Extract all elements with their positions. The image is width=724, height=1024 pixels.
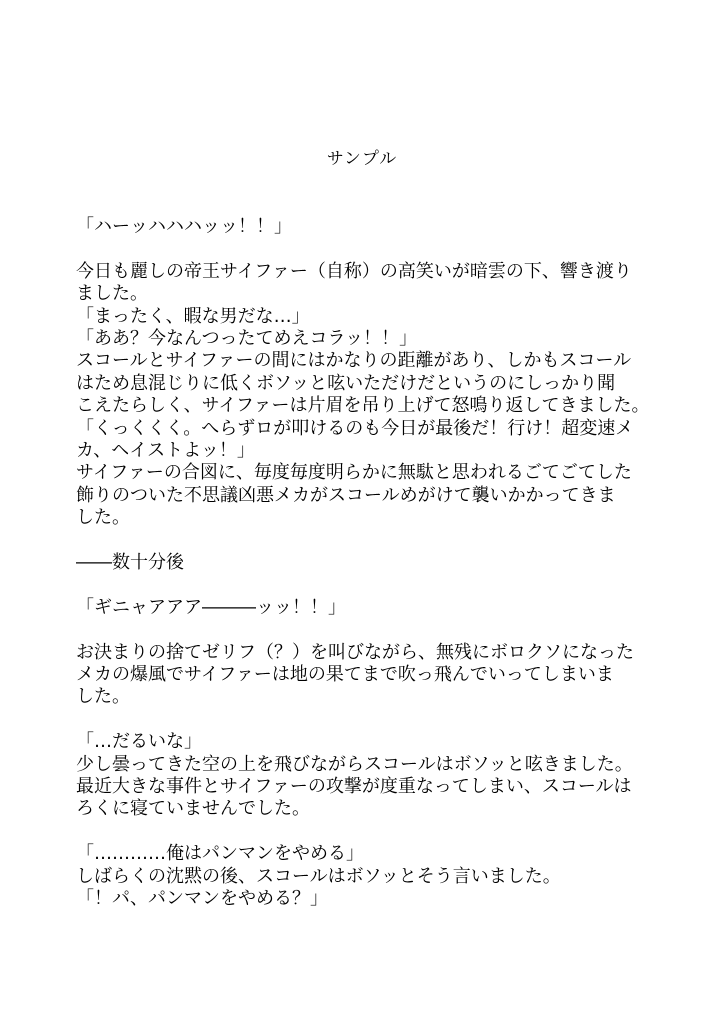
text-line: した。	[76, 507, 130, 529]
text-line: 「！パ、パンマンをやめる？」	[76, 888, 328, 910]
text-line: カ、ヘイストよッ！」	[76, 440, 255, 462]
text-line: した。	[76, 686, 130, 708]
text-line: ろくに寝ていませんでした。	[76, 798, 310, 820]
story-text	[76, 216, 656, 911]
text-line: 少し曇ってきた空の上を飛びながらスコールはボソッと呟きました。	[76, 753, 633, 775]
blank-line	[76, 574, 656, 596]
text-line: 「…だるいな」	[76, 731, 202, 753]
text-line: メカの爆風でサイファーは地の果てまで吹っ飛んでいってしまいま	[76, 664, 614, 686]
text-line: 「ギニャアアア―――ッッ！！」	[76, 596, 346, 618]
text-line: スコールとサイファーの間にはかなりの距離があり、しかもスコール	[76, 350, 632, 372]
text-line: 「ハーッハハハッッ！！」	[76, 216, 292, 237]
text-line: はため息混じりに低くボソッと呟いただけだというのにしっかり聞	[76, 372, 616, 394]
text-line: こえたらしく、サイファーは片眉を吊り上げて怒鳴り返してきました。	[76, 395, 650, 417]
text-line: お決まりの捨てゼリフ（？）を叫びながら、無残にボロクソになった	[76, 641, 634, 663]
blank-line	[76, 709, 656, 731]
text-line: サイファーの合図に、毎度毎度明らかに無駄と思われるごてごてした	[76, 462, 632, 484]
text-line: 「まったく、暇な男だな…」	[76, 305, 310, 327]
text-line: 「くっくくく。へらずロが叩けるのも今日が最後だ！行け！超変速メ	[76, 417, 634, 439]
page-title: サンプル	[326, 149, 398, 169]
text-line: ――数十分後	[76, 552, 184, 574]
blank-line	[76, 619, 656, 641]
text-line: ました。	[76, 283, 148, 305]
blank-line	[76, 530, 656, 552]
blank-line	[76, 821, 656, 843]
text-line: 最近大きな事件とサイファーの攻撃が度重なってしまい、スコールは	[76, 776, 632, 798]
text-line: 今日も麗しの帝王サイファー（自称）の高笑いが暗雲の下、響き渡り	[76, 260, 632, 282]
text-line: 「…………俺はパンマンをやめる」	[76, 843, 364, 865]
text-line: 飾りのついた不思議凶悪メカがスコールめがけて襲いかかってきま	[76, 484, 616, 506]
blank-line	[76, 238, 656, 260]
text-line: しばらくの沈黙の後、スコールはボソッとそう言いました。	[76, 865, 561, 887]
text-line: 「ああ？今なんつったてめえコラッ！！」	[76, 328, 418, 350]
